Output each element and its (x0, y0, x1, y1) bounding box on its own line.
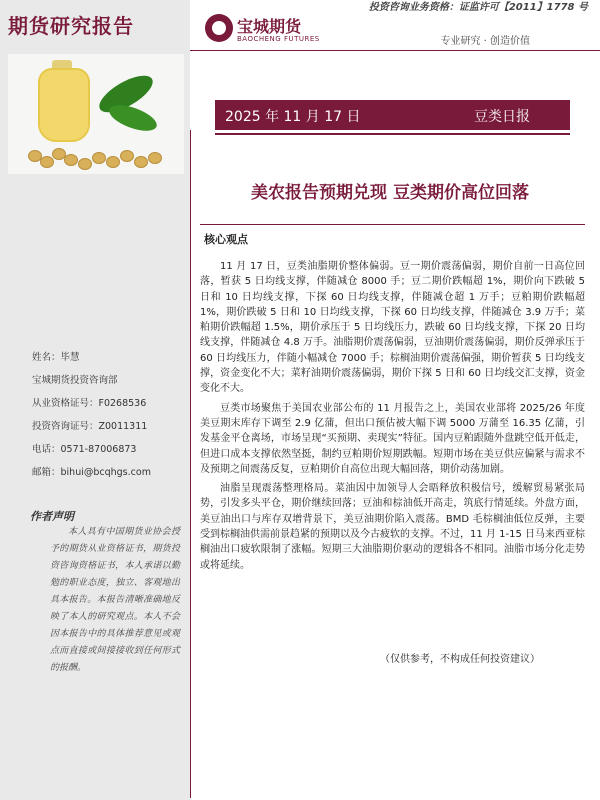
analyst-phone: 电话：0571-87006873 (32, 444, 137, 455)
license-qualification: 投资咨询业务资格：证监许可【2011】1778 号 (368, 2, 588, 13)
soybeans-shape (28, 142, 168, 170)
body-paragraph: 油脂呈现震荡整理格局。菜油因中加领导人会晤释放积极信号，缓解贸易紧张局势，引发多头平仓，期价继续回落；豆油和棕油低开高走，筑底行情延续。外盘方面，美豆油出口与库存双增背景下，美豆油期价陷入震荡。BMD 毛棕榈油低位反弹，主要受到棕榈油供需前景趋紧的预期以及今古疲软的支撑。不过，11 月 1-15 日马来西亚棕榈油出口疲软限制了涨幅。短期三大油脂期价驱动的逻辑各不相同。油脂市场分化走势或将延续。 (200, 483, 585, 571)
logo-mark-icon (205, 14, 233, 42)
soybean-oil-image (8, 54, 184, 174)
report-date: 2025 年 11 月 17 日 (225, 109, 361, 125)
investment-disclaimer: （仅供参考，不构成任何投资建议） (380, 654, 540, 665)
sidebar-divider (190, 130, 191, 798)
header-rule (190, 50, 600, 51)
analyst-name: 姓名：毕慧 (32, 352, 80, 363)
brand-name-cn: 宝城期货 (237, 17, 302, 36)
practice-certificate: 从业资格证号：F0268536 (32, 398, 147, 409)
headline-rule (200, 224, 585, 225)
author-statement-text: 本人具有中国期货业协会授予的期货从业资格证书，期货投资咨询资格证书，本人承诺以勤勉的职业态度，独立、客观地出具本报告。本报告清晰准确地反映了本人的研究观点。本人不会因本报告中的具体推荐意见或观点而直接或间接接收到任何形式的报酬。 (50, 527, 180, 673)
analyst-info (32, 346, 187, 484)
author-statement-title: 作者声明 (30, 510, 74, 523)
leaf-shape (106, 100, 160, 136)
report-headline: 美农报告预期兑现 豆类期价高位回落 (251, 183, 529, 203)
brand-name-en: BAOCHENG FUTURES (237, 35, 320, 43)
brand-slogan: 专业研究 · 创造价值 (440, 36, 530, 47)
report-category: 豆类日报 (474, 109, 530, 125)
body-paragraph: 豆类市场聚焦于美国农业部公布的 11 月报告之上，美国农业部将 2025/26 年度美豆期末库存下调至 2.9 亿蒲，但出口预估被大幅下调 5000 万蒲至 16.35 亿蒲，引发基金平仓离场，市场呈现“买预期、卖现实”特征。国内豆粕跟随外盘跳空低开低走，但进口成本支撑依然坚挺，制约豆粕期价短期跌幅。短期市场在美豆供应偏紧与需求不及预期之间震荡反复，豆粕期价自高位出现大幅回落，期价动荡加剧。 (200, 402, 585, 475)
advisory-certificate: 投资咨询证号：Z0011311 (32, 421, 148, 432)
banner-underline (215, 133, 570, 135)
analyst-department: 宝城期货投资咨询部 (32, 375, 118, 386)
report-body (200, 259, 585, 577)
section-heading: 核心观点 (204, 233, 248, 246)
body-paragraph: 11 月 17 日，豆类油脂期价整体偏弱。豆一期价震荡偏弱，期价自前一日高位回落，暂获 5 日均线支撑，伴随减仓 8000 手；豆二期价跌幅超 1%，期价向下跌破 5 日和 10 日均线支撑，下探 60 日均线支撑，伴随减仓超 1 万手；豆粕期价跌幅超 1%，期价跌破 5 日和 10 日均线支撑，下探 60 日均线支撑，伴随减仓 3.9 万手；菜粕期价跌幅超 1.5%，期价承压于 5 日均线压力，跌破 60 日均线支撑，下探 20 日均线支撑，伴随减仓 4.8 万手。油脂期价震荡偏弱，豆油期价震荡偏弱，期价反弹承压于 60 日均线压力，伴随小幅减仓 7000 手；棕榈油期价震荡偏强，期价暂获 5 日均线支撑，资金变化不大；菜籽油期价震荡偏弱，期价下探 5 日和 60 日均线交汇支撑，资金变化不大。 (200, 261, 585, 395)
report-type-title: 期货研究报告 (8, 14, 134, 38)
oil-bottle-shape (38, 68, 90, 142)
brand-logo (205, 14, 325, 50)
analyst-email: 邮箱：bihui@bcqhgs.com (32, 467, 151, 478)
date-banner (215, 100, 570, 130)
